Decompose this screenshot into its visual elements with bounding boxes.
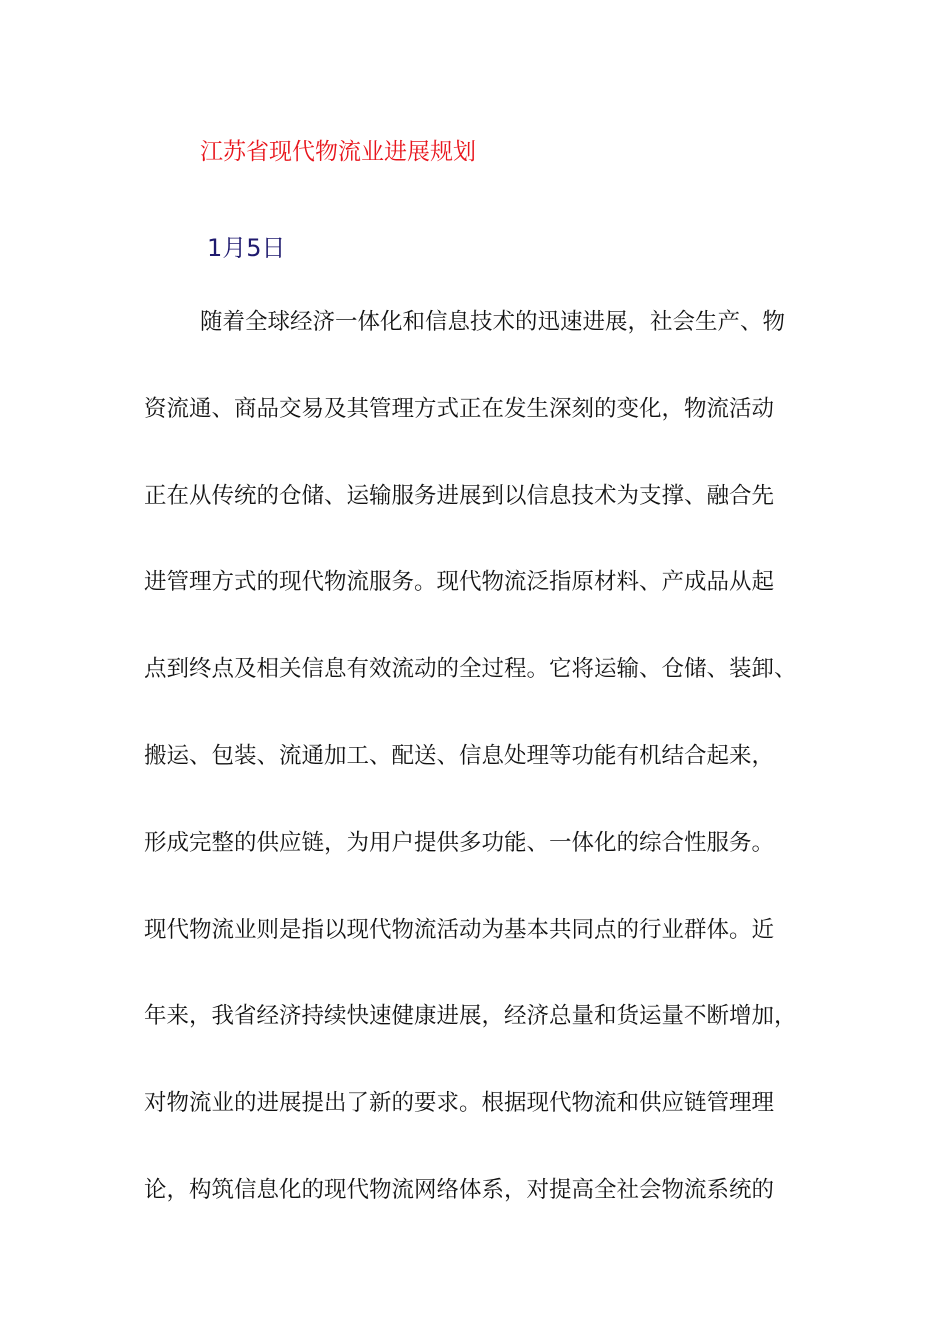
body-line: 随着全球经济一体化和信息技术的迅速进展，社会生产、物	[200, 309, 786, 335]
body-line: 对物流业的进展提出了新的要求。根据现代物流和供应链管理理	[144, 1090, 775, 1116]
body-line: 年来，我省经济持续快速健康进展，经济总量和货运量不断增加，	[144, 1003, 797, 1029]
body-line: 论，构筑信息化的现代物流网络体系，对提高全社会物流系统的	[144, 1177, 775, 1203]
document-title: 江苏省现代物流业进展规划	[200, 139, 476, 165]
document-date: 1月5日	[207, 234, 286, 262]
body-line: 资流通、商品交易及其管理方式正在发生深刻的变化，物流活动	[144, 396, 775, 422]
body-line: 现代物流业则是指以现代物流活动为基本共同点的行业群体。近	[144, 917, 775, 943]
body-line: 进管理方式的现代物流服务。现代物流泛指原材料、产成品从起	[144, 569, 775, 595]
body-line: 正在从传统的仓储、运输服务进展到以信息技术为支撑、融合先	[144, 483, 775, 509]
body-line: 形成完整的供应链，为用户提供多功能、一体化的综合性服务。	[144, 830, 775, 856]
body-line: 搬运、包装、流通加工、配送、信息处理等功能有机结合起来，	[144, 743, 775, 769]
body-line: 点到终点及相关信息有效流动的全过程。它将运输、仓储、装卸、	[144, 656, 797, 682]
